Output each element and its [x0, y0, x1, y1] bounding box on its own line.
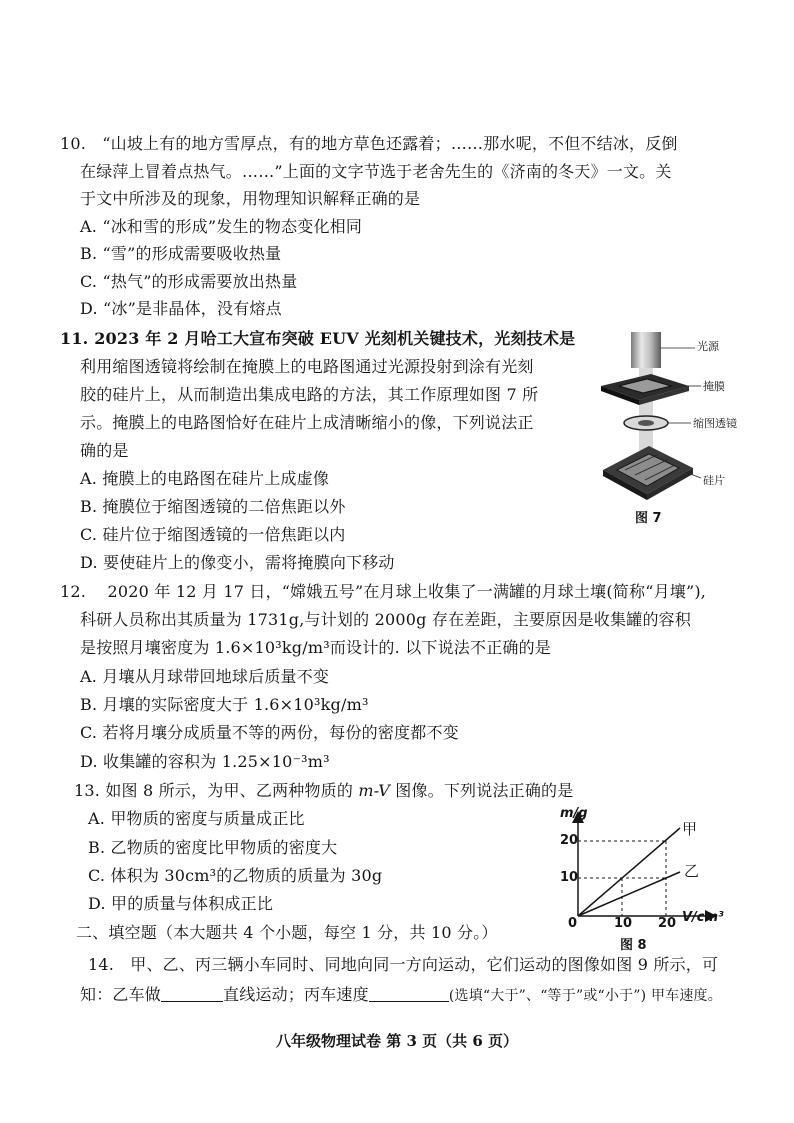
q13-option-a: A. 甲物质的密度与质量成正比 — [88, 809, 305, 828]
q14-text-c: (选填“大于”、“等于”或“小于”) 甲车速度。 — [448, 988, 722, 1004]
section-2-heading: 二、填空题（本大题共 4 个小题，每空 1 分，共 10 分。） — [76, 923, 498, 942]
label-lens: 缩图透镜 — [693, 417, 737, 430]
q11-option-c: C. 硅片位于缩图透镜的一倍焦距以内 — [80, 525, 346, 544]
q10-option-d: D. “冰”是非晶体，没有熔点 — [80, 299, 282, 318]
x-tick-20: 20 — [658, 916, 677, 931]
label-wafer: 硅片 — [703, 474, 725, 487]
q14-stem-line-1: 14. 甲、乙、丙三辆小车同时、同地向同一方向运动，它们运动的图像如图 9 所示，可 — [88, 955, 719, 974]
q10-option-a: A. “冰和雪的形成”发生的物态变化相同 — [80, 217, 363, 236]
y-axis-label: m/g — [560, 806, 588, 821]
q10-stem-line-2: 在绿萍上冒着点热气。……”上面的文字节选于老舍先生的《济南的冬天》一文。关 — [80, 162, 672, 181]
y-tick-20: 20 — [560, 833, 579, 848]
q10-option-c: C. “热气”的形成需要放出热量 — [80, 272, 298, 291]
q14-text-a: 知：乙车做 — [80, 985, 162, 1004]
page-footer: 八年级物理试卷 第 3 页（共 6 页） — [276, 1032, 518, 1050]
q12-stem-line-1: 12. 2020 年 12 月 17 日，“嫦娥五号”在月球上收集了一满罐的月球土壤(简称“月壤”), — [60, 582, 707, 601]
q11-stem-line-2: 利用缩图透镜将绘制在掩膜上的电路图通过光源投射到涂有光刻 — [80, 357, 534, 376]
series-yi-line — [578, 872, 680, 916]
q10-option-b: B. “雪”的形成需要吸收热量 — [80, 244, 282, 263]
q12-option-b: B. 月壤的实际密度大于 1.6×10³kg/m³ — [80, 695, 369, 714]
x-axis-label: V/cm³ — [682, 910, 724, 925]
y-tick-10: 10 — [560, 870, 579, 885]
q12-stem-line-3: 是按照月壤密度为 1.6×10³kg/m³而设计的. 以下说法不正确的是 — [80, 638, 551, 657]
q11-stem-line-5: 确的是 — [80, 441, 129, 460]
series-jia-label: 甲 — [682, 820, 698, 838]
q12-option-c: C. 若将月壤分成质量不等的两份，每份的密度都不变 — [80, 723, 459, 742]
q12-option-d: D. 收集罐的容积为 1.25×10⁻³m³ — [80, 752, 330, 771]
q10-stem-line-1: 10. “山坡上有的地方雪厚点，有的地方草色还露着；……那水呢，不但不结冰，反倒 — [60, 134, 678, 153]
q11-option-d: D. 要使硅片上的像变小，需将掩膜向下移动 — [80, 553, 395, 572]
q10-stem-line-3: 于文中所涉及的现象，用物理知识解释正确的是 — [80, 189, 421, 208]
x-tick-10: 10 — [614, 916, 633, 931]
q11-stem-line-4: 示。掩膜上的电路图恰好在硅片上成清晰缩小的像，下列说法正 — [80, 413, 534, 432]
q14-text-b: 直线运动；丙车速度 — [223, 985, 369, 1004]
q12-stem-line-2: 科研人员称出其质量为 1731g,与计划的 2000g 存在差距，主要原因是收集罐的容积 — [80, 610, 692, 629]
q11-option-a: A. 掩膜上的电路图在硅片上成虚像 — [80, 469, 330, 488]
figure-7 — [595, 330, 755, 525]
q13-option-d: D. 甲的质量与体积成正比 — [88, 894, 274, 913]
origin-label: 0 — [568, 916, 578, 931]
q13-stem — [74, 780, 573, 802]
series-yi-label: 乙 — [684, 862, 700, 880]
q13-stem-italic: m-V — [358, 781, 390, 800]
q13-stem-prefix: 13. 如图 8 所示，为甲、乙两种物质的 — [74, 781, 359, 800]
q11-stem-line-3: 胶的硅片上，从而制造出集成电路的方法，其工作原理如图 7 所 — [80, 385, 539, 404]
figure-8-caption: 图 8 — [620, 938, 647, 953]
figure-7-caption: 图 7 — [635, 511, 662, 526]
q13-option-b: B. 乙物质的密度比甲物质的密度大 — [88, 838, 338, 857]
label-light-source: 光源 — [697, 340, 719, 353]
light-source-shape — [631, 332, 661, 368]
q11-stem-line-1: 11. 2023 年 2 月哈工大宣布突破 EUV 光刻机关键技术，光刻技术是 — [60, 329, 576, 348]
q12-option-a: A. 月壤从月球带回地球后质量不变 — [80, 667, 330, 686]
q13-option-c: C. 体积为 30cm³的乙物质的质量为 30g — [88, 866, 383, 885]
q14-blank-1[interactable] — [161, 985, 223, 1002]
q14-stem-line-2 — [80, 984, 722, 1007]
label-mask: 掩膜 — [703, 380, 725, 393]
figure-8 — [548, 808, 733, 958]
q11-option-b: B. 掩膜位于缩图透镜的二倍焦距以外 — [80, 497, 346, 516]
q13-stem-suffix: 图像。下列说法正确的是 — [389, 781, 574, 800]
q14-blank-2[interactable] — [369, 985, 449, 1002]
lens-center — [638, 420, 654, 426]
